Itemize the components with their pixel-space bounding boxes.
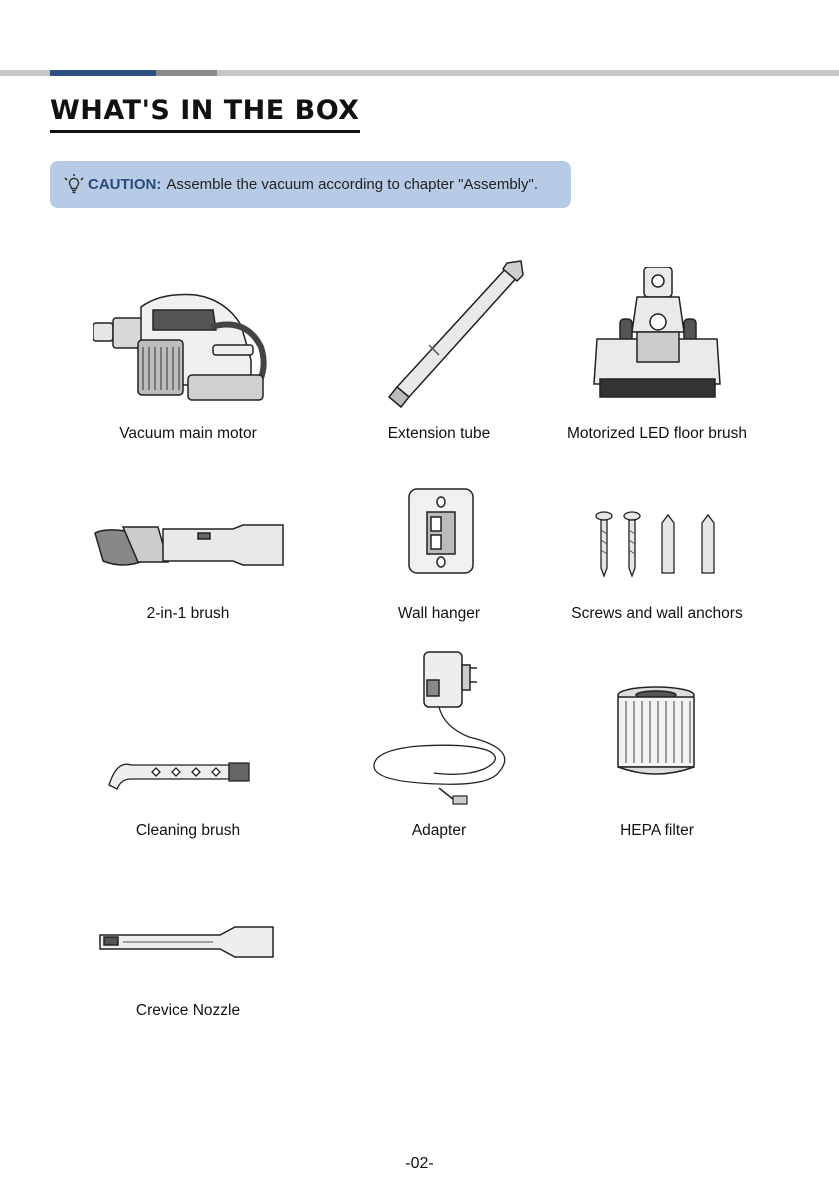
item-adapter <box>314 650 564 845</box>
item-label: Screws and wall anchors <box>571 605 743 622</box>
crevice-nozzle-illustration <box>98 925 278 965</box>
item-label: Wall hanger <box>397 605 481 622</box>
caution-label: CAUTION: <box>88 176 162 193</box>
header-accent-gray <box>156 70 217 76</box>
item-label: HEPA filter <box>620 822 694 839</box>
page-title: WHAT'S IN THE BOX <box>50 95 360 133</box>
item-hepa-filter <box>532 650 782 845</box>
caution-message: Assemble the vacuum according to chapter "Assembly". <box>166 176 538 193</box>
item-extension-tube <box>314 275 564 450</box>
item-vacuum-main-motor <box>63 275 313 450</box>
item-wall-hanger <box>314 495 564 625</box>
adapter-illustration <box>369 650 524 810</box>
screws-anchors-illustration <box>592 510 727 580</box>
item-label: Motorized LED floor brush <box>566 425 748 442</box>
hepa-filter-illustration <box>614 685 698 780</box>
cleaning-brush-illustration <box>107 755 252 795</box>
item-label: Cleaning brush <box>135 822 241 839</box>
header-accent-blue <box>50 70 156 76</box>
extension-tube-illustration <box>369 255 529 415</box>
item-label: Extension tube <box>387 425 491 442</box>
vacuum-main-motor-illustration <box>93 285 273 410</box>
item-cleaning-brush <box>63 650 313 845</box>
caution-box <box>50 161 571 208</box>
item-label: 2-in-1 brush <box>146 605 230 622</box>
lightbulb-icon <box>62 173 86 197</box>
item-crevice-nozzle <box>63 920 313 1030</box>
item-2-in-1-brush <box>63 495 313 625</box>
2-in-1-brush-illustration <box>93 515 288 575</box>
page-number: -02- <box>405 1155 434 1172</box>
item-label: Crevice Nozzle <box>135 1002 241 1019</box>
item-motorized-floor-brush <box>532 275 782 450</box>
item-label: Vacuum main motor <box>119 425 257 442</box>
item-screws-wall-anchors <box>532 495 782 625</box>
wall-hanger-illustration <box>407 487 475 577</box>
header-accent-bar <box>0 70 839 76</box>
item-label: Adapter <box>411 822 467 839</box>
floor-brush-illustration <box>592 267 722 407</box>
